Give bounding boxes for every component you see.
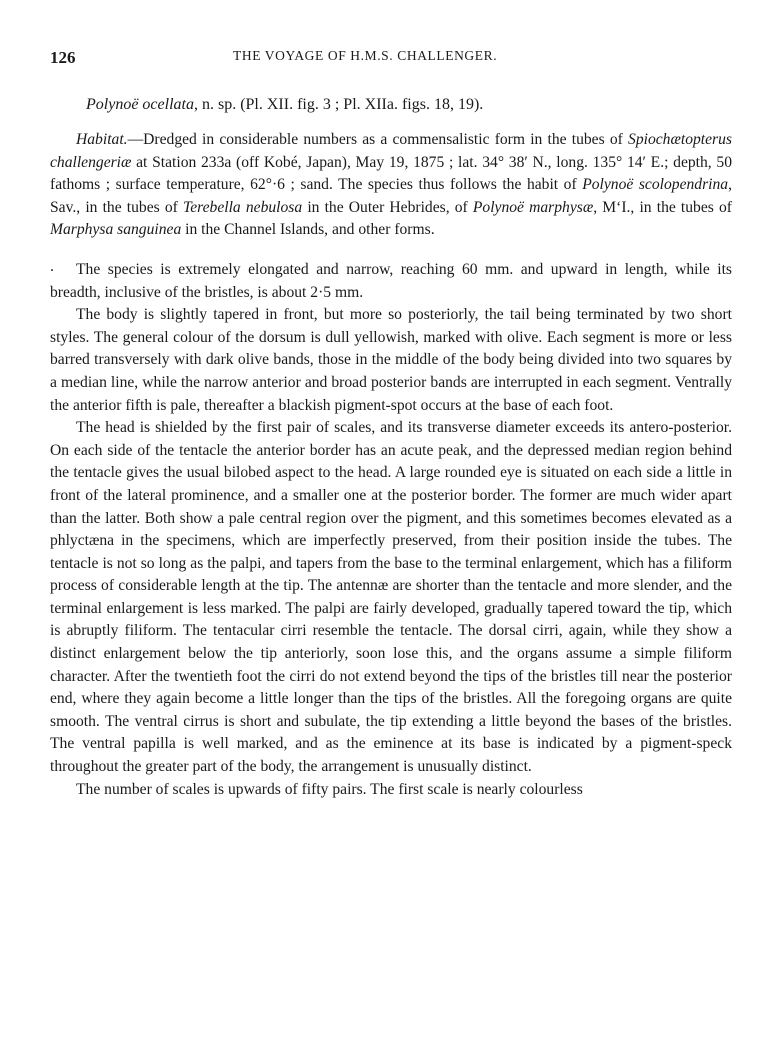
page-header <box>50 40 732 70</box>
paragraph-head: The head is shielded by the first pair of scales, and its transverse diameter exceeds its antero-posterior. On each side of the tentacle the anterior border has an acute peak, and the depressed median region behind the tentacle gives the usual bilobed aspect to the head. A large rounded eye is situated on each side a little in front of the lateral prominence, and a smaller one at the posterior border. The former are much wider apart than the latter. Both show a pale central region over the pigment, and this sometimes becomes elevated as a phlyctæna in the specimens, which are imperfectly preserved, from their position inside the tubes. The tentacle is not so long as the palpi, and tapers from the base to the terminal enlargement, which has a filiform process of considerable length at the tip. The antennæ are shorter than the tentacle and more slender, and the terminal enlargement is less marked. The palpi are fairly developed, gradually tapered toward the tip, which is abruptly filiform. The tentacular cirri resemble the tentacle. The dorsal cirri, again, while they show a distinct enlargement below the tip anteriorly, soon lose this, and the organs assume a simple filiform character. After the twentieth foot the cirri do not extend beyond the tips of the bristles till near the posterior end, where they again become a little longer than the tips of the bristles. All the foregoing organs are quite smooth. The ventral cirrus is short and subulate, the tip extending a little beyond the bases of the bristles. The ventral papilla is well marked, and as the eminence at its base is indicated by a pigment-speck throughout the greater part of the body, the arrangement is unusually distinct. <box>50 419 732 776</box>
species-name: Polynoë ocellata <box>86 96 194 113</box>
habitat-paragraph <box>50 129 732 242</box>
habitat-taxon-4: Polynoë marphysæ <box>472 198 594 216</box>
habitat-taxon-1: Spiochætopterus challengeriæ <box>50 131 732 171</box>
habitat-text-6: in the Channel Islands, and other forms. <box>181 221 435 239</box>
page-number: 126 <box>50 48 76 67</box>
habitat-text-1: —Dredged in considerable numbers as a commensalistic form in the tubes of <box>127 131 629 148</box>
habitat-text-3: , Sav., in the tubes of <box>50 176 732 216</box>
paragraph-scales: The number of scales is upwards of fifty pairs. The first scale is nearly colourless <box>76 780 583 798</box>
paragraph-dimensions: The species is extremely elongated and narrow, reaching 60 mm. and upward in length, while its breadth, inclusive of the bristles, is about 2·5 mm. <box>50 260 732 301</box>
species-heading <box>86 96 732 114</box>
habitat-text-2: at Station 233a (off Kobé, Japan), May 19, 1875 ; lat. 34° 38′ N., long. 135° 14′ E.; depth, 50 fathoms ; surface temperature, 62°·6 ; sand. The species thus follows the habit of <box>50 153 732 194</box>
habitat-taxon-3: Terebella nebulosa <box>182 198 303 216</box>
paragraph-body-colour: The body is slightly tapered in front, but more so posteriorly, the tail being terminated by two short styles. The general colour of the dorsum is dull yellowish, marked with olive. Each segment is more or less barred transversely with dark olive bands, those in the middle of the body being divided into two squares by a median line, while the narrow anterior and broad posterior bands are interrupted in each segment. Ventrally the anterior fifth is pale, thereafter a blackish pigment-spot occurs at the base of each foot. <box>50 306 732 414</box>
habitat-taxon-2: Polynoë scolopendrina <box>582 176 729 194</box>
habitat-text-4: in the Outer Hebrides, of <box>302 198 473 216</box>
running-title: THE VOYAGE OF H.M.S. CHALLENGER. <box>233 48 498 63</box>
habitat-label: Habitat. <box>76 131 128 148</box>
stray-mark: . <box>50 257 54 275</box>
habitat-text-5: , M‘I., in the tubes of <box>593 198 732 216</box>
body-text <box>50 129 732 801</box>
species-reference: , n. sp. (Pl. XII. fig. 3 ; Pl. XIIa. figs. 18, 19). <box>193 96 484 113</box>
habitat-taxon-5: Marphysa sanguinea <box>50 221 182 239</box>
